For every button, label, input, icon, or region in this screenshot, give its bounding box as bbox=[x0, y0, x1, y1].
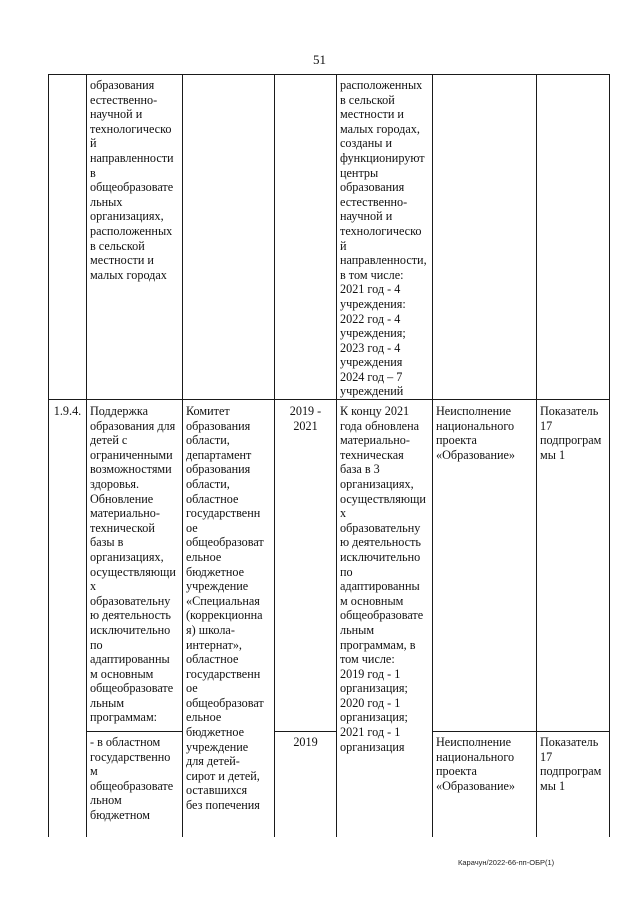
row-194-activity-cell: Поддержка образования для детей с ограниченными возможностями здоровья. Обновление материально- технической базы в организациях, осуществляющи х образовательну ю деятельность исключительно по адаптированны м основным общеобразовате льным программам: bbox=[90, 404, 176, 725]
grid-line-subrow-separator-far-right bbox=[432, 731, 609, 732]
grid-line-top bbox=[48, 74, 609, 75]
sub-row-period-cell: 2019 bbox=[293, 735, 318, 749]
grid-line-subrow-separator-right bbox=[274, 731, 336, 732]
row-194-result-cell: К концу 2021 года обновлена материально- техническая база в 3 организациях, осуществляющи х образовательну ю деятельность исключительно по адаптированны м основным общеобразовате льным программам, в том числе: 2019 год - 1 организация; 2020 год - 1 организация; 2021 год - 1 организация bbox=[340, 404, 426, 754]
grid-line-col-1 bbox=[86, 74, 87, 837]
row-194-executor-cell: Комитет образования области, департамент образования области, областное государственн ое общеобразоват ельное бюджетное учреждение «Специальная (коррекционна я) школа- интернат», областное государственн ое общеобразоват ельное бюджетное учреждение для детей- сирот и детей, оставшихся без попечения bbox=[186, 404, 264, 813]
row-194-indicator-cell: Показатель 17 подпрограм мы 1 bbox=[540, 404, 602, 462]
top-row-activity-cell: образования естественно- научной и технологическо й направленности в общеобразовате льных организациях, расположенных в сельской местности и малых городах bbox=[90, 78, 174, 282]
row-194-period-cell: 2019 - 2021 bbox=[289, 404, 322, 433]
top-row-result-cell: расположенных в сельской местности и малых городах, созданы и функционируют центры образования естественно- научной и технологическо й направленности, в том числе: 2021 год - 4 учреждения: 2022 год - 4 учреждения; 2023 год - 4 учреждения 2024 год – 7 учреждений bbox=[340, 78, 427, 398]
page-number: 51 bbox=[313, 52, 326, 67]
row-194-consequence-cell: Неисполнение национального проекта «Образование» bbox=[436, 404, 515, 462]
document-footer-code: Карачун/2022-66-пп-ОБР(1) bbox=[458, 858, 555, 867]
grid-line-col-7 bbox=[609, 74, 610, 837]
grid-line-subrow-separator bbox=[86, 731, 182, 732]
grid-line-row-separator bbox=[48, 399, 609, 400]
grid-line-col-0 bbox=[48, 74, 49, 837]
sub-row-indicator-cell: Показатель 17 подпрограм мы 1 bbox=[540, 735, 602, 793]
grid-line-col-6 bbox=[536, 74, 537, 837]
sub-row-consequence-cell: Неисполнение национального проекта «Образование» bbox=[436, 735, 515, 793]
grid-line-col-5 bbox=[432, 74, 433, 837]
grid-line-col-4 bbox=[336, 74, 337, 837]
grid-line-col-3 bbox=[274, 74, 275, 837]
grid-line-col-2 bbox=[182, 74, 183, 837]
row-194-number: 1.9.4. bbox=[53, 404, 82, 418]
sub-row-activity-cell: - в областном государственно м общеобразовате льном бюджетном bbox=[90, 735, 174, 822]
